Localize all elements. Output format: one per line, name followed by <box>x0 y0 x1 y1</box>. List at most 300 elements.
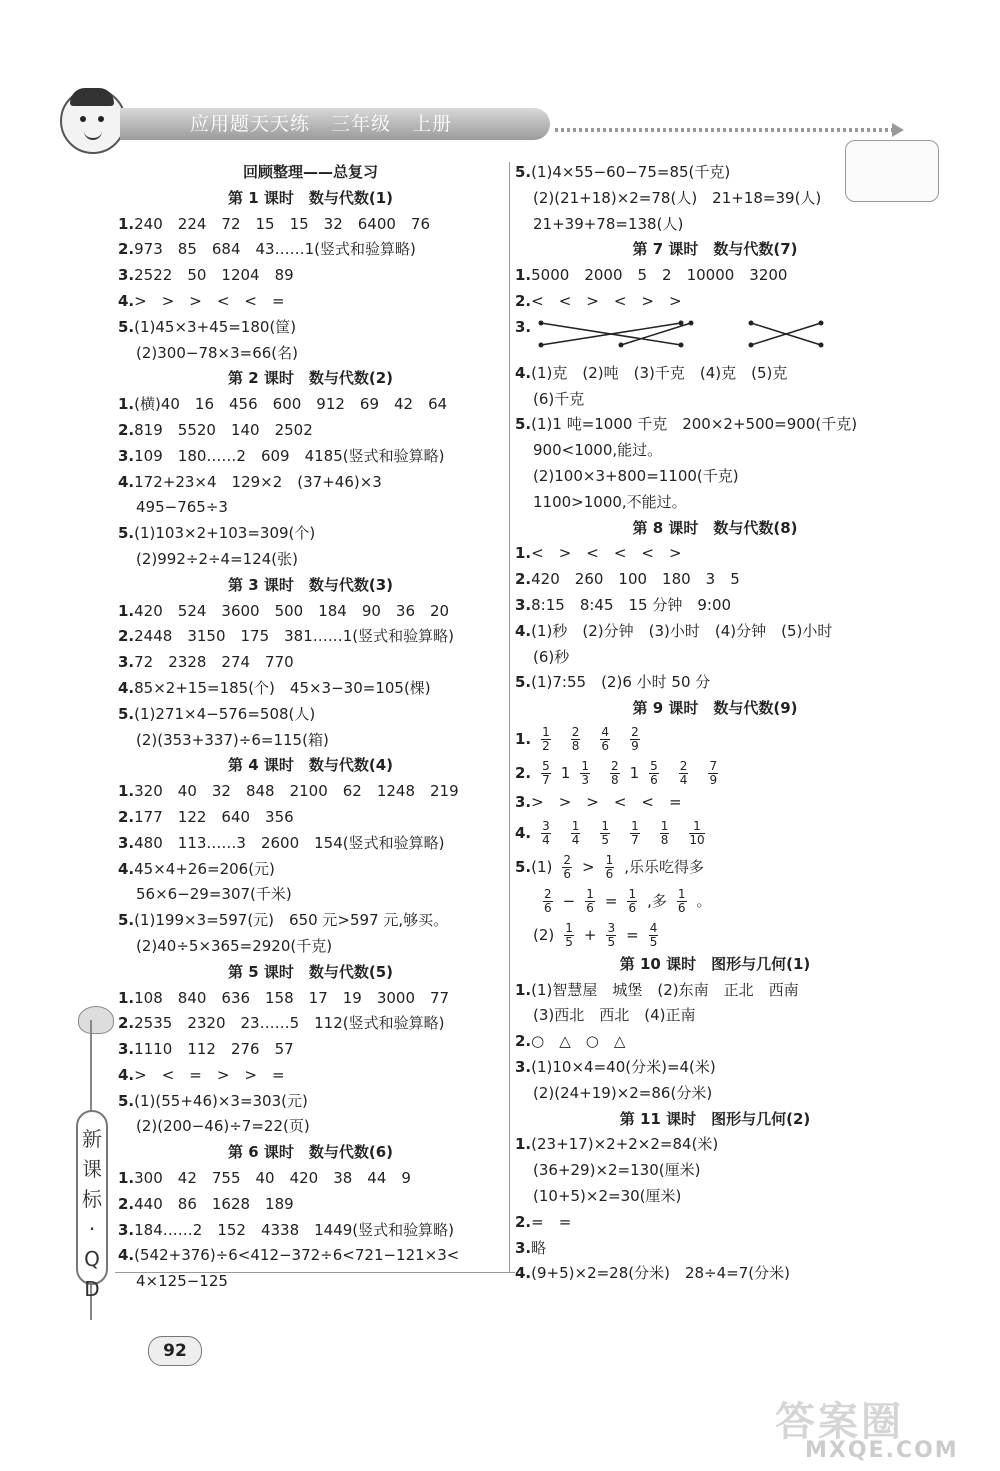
answer-line <box>118 779 503 805</box>
fraction-answer-line <box>515 722 915 756</box>
question-number: 4. <box>118 291 135 310</box>
arrow-right-icon <box>892 123 904 137</box>
match-dot <box>749 342 754 347</box>
fraction-denominator: 3 <box>581 772 589 787</box>
answer-line <box>515 412 915 438</box>
answer-line <box>515 645 915 671</box>
answer-text: (23+17)×2+2×2=84(米) <box>531 1135 719 1154</box>
question-number: 4. <box>515 363 532 382</box>
answer-line <box>118 986 503 1012</box>
answer-text: 1110 112 276 57 <box>134 1040 294 1059</box>
answer-text: 300 42 755 40 420 38 44 9 <box>134 1169 411 1188</box>
fraction-numerator: 1 <box>605 852 614 867</box>
answer-text: (1)(55+46)×3=303(元) <box>134 1091 308 1110</box>
question-number: 2. <box>515 291 532 310</box>
answer-line <box>118 237 503 263</box>
answer-line <box>118 495 503 521</box>
question-number: 1. <box>118 395 135 414</box>
answer-line <box>118 934 503 960</box>
answer-text: (9+5)×2=28(分米) 28÷4=7(分米) <box>531 1264 790 1283</box>
answer-text: (1)智慧屋 城堡 (2)东南 正北 西南 <box>531 980 799 999</box>
answer-text: 240 224 72 15 15 32 6400 76 <box>134 214 431 233</box>
answer-line <box>118 882 503 908</box>
answer-line <box>515 490 915 516</box>
header-dotted-rule <box>555 128 895 132</box>
question-number: 1. <box>515 544 532 563</box>
question-number: 1. <box>118 782 135 801</box>
answer-text: (1)199×3=597(元) 650 元>597 元,够买。 <box>134 911 449 930</box>
fraction-denominator: 6 <box>563 866 572 881</box>
fraction-numerator: 2 <box>544 886 552 901</box>
match-dot <box>819 320 824 325</box>
fraction-denominator: 5 <box>649 934 658 949</box>
fraction-numerator: 3 <box>607 920 616 935</box>
answer-text: 495−765÷3 <box>136 498 228 517</box>
answer-text: 184……2 152 4338 1449(竖式和验算略) <box>134 1220 454 1239</box>
fraction <box>689 820 704 847</box>
watermark-logo: 答案圈 <box>775 1399 904 1445</box>
answer-text: (2)(353+337)÷6=115(箱) <box>136 730 329 749</box>
fraction-numerator: 1 <box>628 886 637 901</box>
match-dot <box>679 320 684 325</box>
answer-text: 320 40 32 848 2100 62 1248 219 <box>134 782 459 801</box>
answer-text: 177 122 640 356 <box>134 807 294 826</box>
column-divider <box>509 162 510 1272</box>
answer-text: (1)秒 (2)分钟 (3)小时 (4)分钟 (5)小时 <box>531 621 833 640</box>
answer-text: 4×125−125 <box>136 1272 228 1291</box>
fraction-denominator: 4 <box>679 772 688 787</box>
answer-text: 1 <box>560 763 571 782</box>
fraction-answer-line <box>515 918 915 952</box>
answer-line <box>118 599 503 625</box>
answer-text: 108 840 636 158 17 19 3000 77 <box>134 988 450 1007</box>
snail-icon <box>78 1006 114 1034</box>
lesson-heading: 第 2 课时 数与代数(2) <box>227 369 394 388</box>
fraction <box>677 888 687 915</box>
matching-lines-drawing <box>531 315 831 355</box>
answer-text: (1)103×2+103=309(个) <box>134 524 316 543</box>
question-number: 3. <box>118 1040 135 1059</box>
watermark-url: MXQE.COM <box>805 1438 959 1463</box>
match-dot <box>689 320 694 325</box>
answer-line <box>515 1003 915 1029</box>
lesson-heading: 第 1 课时 数与代数(1) <box>227 188 394 207</box>
fraction-numerator: 5 <box>542 758 550 773</box>
answer-text: 21+39+78=138(人) <box>533 214 684 233</box>
answer-line <box>118 650 503 676</box>
fraction-denominator: 9 <box>631 738 639 753</box>
question-number: 4. <box>515 1264 532 1283</box>
answer-line <box>515 978 915 1004</box>
match-dot <box>539 320 544 325</box>
answer-text: 略 <box>531 1238 547 1257</box>
answer-line <box>515 263 915 289</box>
match-dot <box>679 342 684 347</box>
answer-text: ,多 <box>647 891 667 910</box>
answer-line <box>515 361 915 387</box>
answer-line <box>118 1037 503 1063</box>
answer-line <box>118 1243 503 1269</box>
question-number: 1. <box>515 266 532 285</box>
fraction <box>541 760 551 787</box>
answer-text: (1) <box>531 857 553 876</box>
fraction-numerator: 3 <box>542 818 550 833</box>
fraction <box>606 922 616 949</box>
answer-text: (1)克 (2)吨 (3)千克 (4)克 (5)克 <box>531 363 788 382</box>
lesson-heading: 第 10 课时 图形与几何(1) <box>619 954 811 973</box>
fraction-numerator: 1 <box>565 920 573 935</box>
answer-line <box>118 521 503 547</box>
fraction-answer-line <box>515 756 915 790</box>
answer-text: (6)千克 <box>533 389 585 408</box>
page-header <box>60 88 900 160</box>
question-number: 5. <box>515 857 532 876</box>
answer-line <box>118 444 503 470</box>
fraction-numerator: 2 <box>571 724 580 739</box>
question-number: 2. <box>118 420 135 439</box>
lesson-heading: 第 4 课时 数与代数(4) <box>227 756 394 775</box>
question-number: 2. <box>515 570 532 589</box>
fraction-numerator: 1 <box>677 886 686 901</box>
answer-text: 2535 2320 23……5 112(竖式和验算略) <box>134 1014 445 1033</box>
question-number: 4. <box>118 678 135 697</box>
question-number: 5. <box>118 704 135 723</box>
fraction-denominator: 5 <box>607 934 616 949</box>
lesson-heading: 第 7 课时 数与代数(7) <box>632 240 798 259</box>
question-number: 1. <box>118 601 135 620</box>
question-number: 5. <box>515 415 532 434</box>
answer-text: (1)7:55 (2)6 小时 50 分 <box>531 673 711 692</box>
answer-text: (542+376)÷6<412−372÷6<721−121×3< <box>134 1246 460 1265</box>
question-number: 2. <box>515 763 532 782</box>
answer-line <box>515 593 915 619</box>
question-number: 5. <box>515 163 532 181</box>
answer-line <box>118 1192 503 1218</box>
answer-line <box>515 387 915 413</box>
answer-line <box>118 728 503 754</box>
question-number: 3. <box>515 1238 532 1257</box>
answer-text: 819 5520 140 2502 <box>134 420 313 439</box>
answer-line <box>118 263 503 289</box>
answer-text: < > < < < > <box>531 544 682 563</box>
fraction-numerator: 1 <box>581 758 589 773</box>
fraction-numerator: 1 <box>586 886 594 901</box>
answer-text: 440 86 1628 189 <box>134 1194 294 1213</box>
answer-text: (3)西北 西北 (4)正南 <box>533 1006 696 1025</box>
matching-lines <box>515 315 915 361</box>
fraction <box>649 760 659 787</box>
answer-text: 420 260 100 180 3 5 <box>531 570 740 589</box>
lesson-heading: 回顾整理——总复习 <box>242 163 378 181</box>
question-number: 4. <box>515 823 532 842</box>
answer-text: 5000 2000 5 2 10000 3200 <box>531 266 788 285</box>
fraction <box>600 820 610 847</box>
answer-text: 2448 3150 175 381……1(竖式和验算略) <box>134 627 454 646</box>
answer-line <box>118 1089 503 1115</box>
answer-text: (6)秒 <box>533 647 570 666</box>
answer-line <box>515 464 915 490</box>
question-number: 2. <box>118 240 135 259</box>
answer-line <box>118 392 503 418</box>
fraction-denominator: 6 <box>544 900 552 915</box>
fraction-numerator: 2 <box>679 758 688 773</box>
fraction <box>649 922 659 949</box>
answer-text: (横)40 16 456 600 912 69 42 64 <box>134 395 448 414</box>
question-number: 4. <box>118 1246 135 1265</box>
answer-column-right <box>515 160 915 1287</box>
question-number: 2. <box>118 1014 135 1033</box>
lesson-heading: 第 3 课时 数与代数(3) <box>227 575 394 594</box>
fraction-denominator: 7 <box>542 772 550 787</box>
fraction-denominator: 6 <box>605 866 614 881</box>
answer-text: > < = > > = <box>134 1065 285 1084</box>
answer-text: − <box>562 891 576 910</box>
sidebar <box>72 1100 112 1300</box>
answer-line <box>515 1029 915 1055</box>
fraction <box>627 888 637 915</box>
fraction-denominator: 8 <box>660 832 669 847</box>
answer-text: (2)300−78×3=66(名) <box>136 343 299 362</box>
answer-text: (1)4×55−60−75=85(千克) <box>531 163 731 181</box>
answer-text: (2) <box>533 925 555 944</box>
answer-text: 45×4+26=206(元) <box>134 859 275 878</box>
question-number: 3. <box>118 1220 135 1239</box>
question-number: 4. <box>118 1065 135 1084</box>
match-dot <box>819 342 824 347</box>
answer-text: 172+23×4 129×2 (37+46)×3 <box>134 472 382 491</box>
answer-text: > <box>582 857 595 876</box>
badge-char: 标 <box>82 1187 102 1211</box>
answer-line <box>515 289 915 315</box>
match-dot <box>749 320 754 325</box>
series-title: 应用题天天练 <box>190 113 311 135</box>
answer-text: 85×2+15=185(个) 45×3−30=105(棵) <box>134 678 431 697</box>
fraction-answer-line <box>515 816 915 850</box>
fraction-denominator: 10 <box>689 832 705 847</box>
question-number: 2. <box>118 627 135 646</box>
fraction-denominator: 2 <box>542 738 550 753</box>
answer-line <box>118 1166 503 1192</box>
question-number: 1. <box>515 729 532 748</box>
answer-line <box>118 341 503 367</box>
question-number: 4. <box>515 621 532 640</box>
answer-text: (2)992÷2÷4=124(张) <box>136 549 299 568</box>
fraction-numerator: 4 <box>649 920 658 935</box>
page-number: 92 <box>148 1336 202 1366</box>
answer-line <box>118 805 503 831</box>
question-number: 5. <box>118 317 135 336</box>
fraction-denominator: 8 <box>610 772 619 787</box>
fraction <box>541 820 551 847</box>
fraction-denominator: 4 <box>571 832 580 847</box>
answer-line <box>515 1055 915 1081</box>
fraction <box>585 888 595 915</box>
answer-line <box>118 676 503 702</box>
answer-text: > > > < < = <box>134 291 285 310</box>
fraction <box>708 760 718 787</box>
answer-text: 900<1000,能过。 <box>533 441 663 460</box>
answer-text: 2522 50 1204 89 <box>134 266 294 285</box>
answer-text: 1 <box>629 763 640 782</box>
question-number: 5. <box>118 911 135 930</box>
question-number: 5. <box>118 1091 135 1110</box>
answer-line <box>515 790 915 816</box>
answer-line <box>515 1158 915 1184</box>
fraction-numerator: 5 <box>650 758 658 773</box>
answer-line <box>515 1184 915 1210</box>
answer-line <box>118 418 503 444</box>
answer-line <box>118 212 503 238</box>
answer-line <box>515 1132 915 1158</box>
answer-text: < < > < > > <box>531 291 682 310</box>
fraction <box>541 726 551 753</box>
answer-line <box>118 1114 503 1140</box>
fraction-numerator: 7 <box>709 758 718 773</box>
lesson-heading: 第 8 课时 数与代数(8) <box>632 518 798 537</box>
fraction <box>660 820 670 847</box>
fraction <box>580 760 590 787</box>
answer-line <box>118 289 503 315</box>
lesson-heading: 第 6 课时 数与代数(6) <box>227 1143 394 1162</box>
answer-line <box>515 567 915 593</box>
answer-text: 420 524 3600 500 184 90 36 20 <box>134 601 450 620</box>
fraction-numerator: 2 <box>610 758 619 773</box>
fraction-denominator: 6 <box>650 772 658 787</box>
fraction <box>571 726 581 753</box>
answer-text: = <box>604 891 618 910</box>
answer-line <box>118 315 503 341</box>
fraction-numerator: 4 <box>601 724 610 739</box>
question-number: 1. <box>118 214 135 233</box>
answer-text: 480 113……3 2600 154(竖式和验算略) <box>134 833 445 852</box>
answer-line <box>515 160 915 186</box>
volume-label: 上册 <box>412 113 453 135</box>
badge-char: · <box>88 1217 96 1241</box>
answer-text: 109 180……2 609 4185(竖式和验算略) <box>134 446 445 465</box>
badge-char: Q <box>84 1247 100 1271</box>
header-banner <box>120 108 550 140</box>
fraction-denominator: 6 <box>628 900 637 915</box>
fraction <box>600 726 610 753</box>
question-number: 3. <box>515 595 532 614</box>
fraction-numerator: 1 <box>601 818 610 833</box>
answer-line <box>515 1081 915 1107</box>
answer-line <box>515 1236 915 1262</box>
question-number: 3. <box>118 833 135 852</box>
question-number: 2. <box>118 807 135 826</box>
fraction <box>679 760 689 787</box>
grade-label: 三年级 <box>331 113 392 135</box>
fraction-answer-line <box>515 850 915 884</box>
fraction <box>564 922 574 949</box>
answer-text: (2)(200−46)÷7=22(页) <box>136 1117 310 1136</box>
answer-line <box>515 1261 915 1287</box>
answer-text: 973 85 684 43……1(竖式和验算略) <box>134 240 416 259</box>
question-number: 4. <box>118 859 135 878</box>
fraction-answer-line <box>515 884 915 918</box>
fraction-numerator: 2 <box>563 852 572 867</box>
badge-char: D <box>84 1277 100 1301</box>
answer-line <box>118 831 503 857</box>
question-number: 3. <box>118 446 135 465</box>
answer-line <box>118 857 503 883</box>
answer-text: (36+29)×2=130(厘米) <box>533 1161 701 1180</box>
question-number: 2. <box>118 1194 135 1213</box>
fraction <box>605 854 615 881</box>
question-number: 4. <box>118 472 135 491</box>
answer-line <box>118 908 503 934</box>
fraction-denominator: 6 <box>586 900 594 915</box>
lesson-heading: 第 9 课时 数与代数(9) <box>632 699 798 718</box>
fraction <box>543 888 553 915</box>
fraction-denominator: 9 <box>709 772 718 787</box>
fraction-denominator: 8 <box>571 738 580 753</box>
answer-text: (10+5)×2=30(厘米) <box>533 1186 682 1205</box>
answer-line <box>118 547 503 573</box>
answer-line <box>118 624 503 650</box>
fraction <box>571 820 581 847</box>
answer-text: ,乐乐吃得多 <box>624 857 705 876</box>
question-number: 5. <box>515 673 532 692</box>
fraction <box>630 820 640 847</box>
answer-text: (1)1 吨=1000 千克 200×2+500=900(千克) <box>531 415 858 434</box>
question-number: 1. <box>515 1135 532 1154</box>
lesson-heading: 第 5 课时 数与代数(5) <box>227 962 394 981</box>
answer-text: (2)40÷5×365=2920(千克) <box>136 936 333 955</box>
edition-badge <box>76 1110 108 1301</box>
fraction-denominator: 5 <box>601 832 610 847</box>
answer-line <box>515 619 915 645</box>
mascot-boy-icon <box>60 88 126 154</box>
answer-text: (1)271×4−576=508(人) <box>134 704 316 723</box>
answer-line <box>118 1269 503 1295</box>
question-number: 3. <box>118 266 135 285</box>
answer-text: 。 <box>696 891 712 910</box>
fraction-numerator: 1 <box>542 724 550 739</box>
question-number: 1. <box>515 980 532 999</box>
fraction-numerator: 1 <box>571 818 580 833</box>
answer-text: 1100>1000,不能过。 <box>533 492 687 511</box>
fraction-denominator: 4 <box>542 832 550 847</box>
answer-line <box>515 1210 915 1236</box>
answer-text: > > > < < = <box>531 792 682 811</box>
fraction-numerator: 1 <box>631 818 639 833</box>
fraction-denominator: 6 <box>677 900 686 915</box>
fraction-denominator: 6 <box>601 738 610 753</box>
question-number: 1. <box>118 1169 135 1188</box>
answer-line <box>515 438 915 464</box>
answer-text: (1)45×3+45=180(筐) <box>134 317 297 336</box>
answer-text: = <box>626 925 639 944</box>
match-dot <box>619 342 624 347</box>
question-number: 3. <box>118 653 135 672</box>
answer-line <box>118 1011 503 1037</box>
answer-text: ○ △ ○ △ <box>531 1032 626 1051</box>
question-number: 1. <box>118 988 135 1007</box>
answer-text: (2)100×3+800=1100(千克) <box>533 466 739 485</box>
answer-text: = = <box>531 1212 572 1231</box>
answer-text: (2)(24+19)×2=86(分米) <box>533 1083 713 1102</box>
fraction <box>610 760 620 787</box>
badge-char: 课 <box>82 1157 102 1181</box>
fraction <box>630 726 640 753</box>
answer-line <box>515 670 915 696</box>
answer-line <box>515 541 915 567</box>
question-number: 3. <box>515 317 532 336</box>
match-dot <box>539 342 544 347</box>
fraction-numerator: 1 <box>660 818 669 833</box>
answer-text: 56×6−29=307(千米) <box>136 885 292 904</box>
